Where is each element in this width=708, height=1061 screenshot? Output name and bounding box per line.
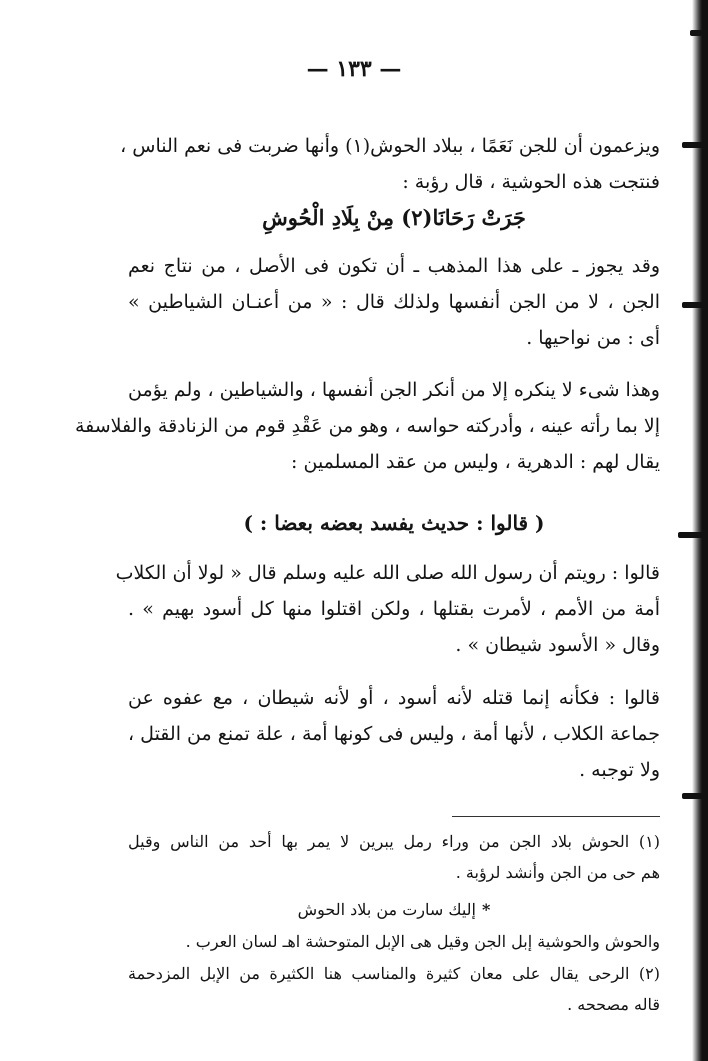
footnote-verse — [128, 894, 660, 925]
paragraph-1 — [120, 128, 660, 200]
binding-mark — [678, 532, 706, 538]
footnote-line: (٢) الرحى يقال على معان كثيرة والمناسب هنا الكثيرة من الإبل المزدحمة — [128, 964, 660, 983]
footnote-1-tail — [150, 926, 660, 957]
binding-mark — [682, 302, 706, 308]
text-line: قالوا : رويتم أن رسول الله صلى الله عليه وسلم قال « لولا أن الكلاب — [115, 562, 660, 584]
footnote-line: والحوش والحوشية إبل الجن وقيل هى الإبل المتوحشة اهـ لسان العرب . — [185, 932, 660, 951]
paragraph-5 — [128, 680, 660, 788]
text-line: أمة من الأمم ، لأمرت بقتلها ، ولكن اقتلوا منها كل أسود بهيم » . — [128, 598, 660, 620]
text-line: الجن ، لا من الجن أنفسها ولذلك قال : « من أعنـان الشياطين » — [128, 291, 660, 313]
binding-mark — [682, 793, 706, 799]
text-line: يقال لهم : الدهرية ، وليس من عقد المسلمين : — [291, 451, 660, 473]
text-line: ولا توجبه . — [579, 759, 660, 781]
footnote-1 — [128, 826, 660, 888]
text-line: قالوا : فكأنه إنما قتله لأنه أسود ، أو لأنه شيطان ، مع عفوه عن — [128, 687, 660, 709]
text-line: ويزعمون أن للجن نَعَمًا ، ببلاد الحوش(١) وأنها ضربت فى نعم الناس ، — [120, 135, 660, 157]
paragraph-2 — [128, 248, 660, 356]
paragraph-4 — [115, 555, 660, 663]
text-line: أى : من نواحيها . — [526, 327, 660, 349]
asterisk-mark: * — [482, 900, 491, 919]
footnote-line: هم حى من الجن وأنشد لرؤبة . — [455, 863, 660, 882]
text-line: فنتجت هذه الحوشية ، قال رؤبة : — [402, 171, 660, 193]
verse-rajaz: جَرَتْ رَحَانَا(٢) مِنْ بِلَادِ الْحُوشِ — [262, 205, 526, 230]
text-line: جماعة الكلاب ، لأنها أمة ، وليس فى كونها أمة ، علة تمنع من القتل ، — [128, 723, 660, 745]
text-line: وقال « الأسود شيطان » . — [455, 634, 660, 656]
section-heading: ( قالوا : حديث يفسد بعضه بعضا : ) — [243, 511, 545, 535]
text-line: وهذا شىء لا ينكره إلا من أنكر الجن أنفسها ، والشياطين ، ولم يؤمن — [128, 379, 660, 401]
footnote-line: (١) الحوش بلاد الجن من وراء رمل يبرين لا يمر بها أحد من الناس وقيل — [128, 832, 660, 851]
text-line: إلا بما رأته عينه ، وأدركته حواسه ، وهو من عَقْدِ قوم من الزنادقة والفلاسفة — [74, 415, 660, 437]
footnote-verse-text: إليك سارت من بلاد الحوش — [297, 900, 476, 919]
footnote-line: قاله مصححه . — [567, 995, 660, 1014]
binding-mark — [690, 30, 702, 36]
binding-mark — [682, 142, 704, 148]
footnote-divider — [452, 816, 660, 817]
page-binding-edge — [692, 0, 708, 1061]
page-number: — ١٣٣ — — [306, 56, 402, 82]
paragraph-3 — [74, 372, 660, 480]
footnote-2 — [128, 958, 660, 1020]
text-line: وقد يجوز ـ على هذا المذهب ـ أن تكون فى الأصل ، من نتاج نعم — [128, 255, 660, 277]
